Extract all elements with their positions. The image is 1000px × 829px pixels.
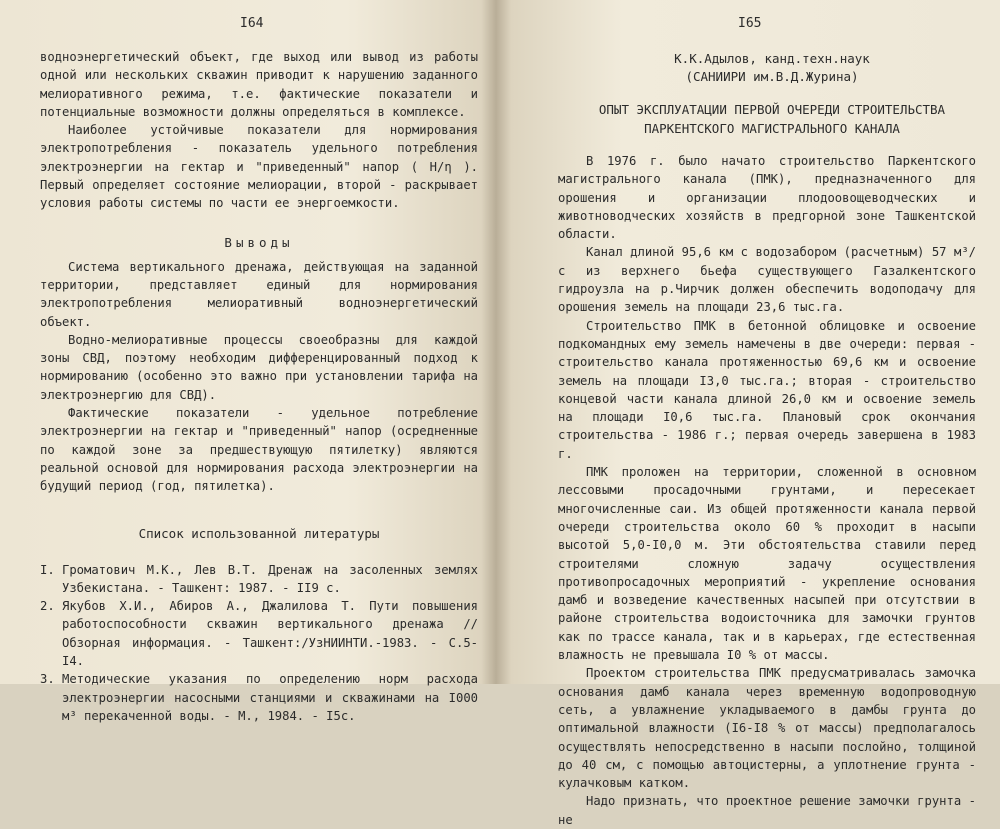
reference-text: Громатович М.К., Лев В.Т. Дренаж на засоленных землях Узбекистана. - Ташкент: 1987. - II9 с.	[62, 562, 478, 595]
reference-item	[40, 597, 478, 670]
paragraph: Строительство ПМК в бетонной облицовке и освоение подкомандных ему земель намечены в две очереди: первая - строительство канала протяженностью 69,6 км и освоение земель на площади I3,0 тыс.га.; вторая - строительство концевой части канала длиной 26,0 км и освоение земель на площади I0,6 тыс.га. Плановый срок окончания строительства - 1986 г.; первая очередь завершена в 1983 г.	[558, 318, 976, 461]
paragraph: Фактические показатели - удельное потребление электроэнергии на гектар и "приведенный" напор (осредненные по каждой зоне за предшествующую пятилетку) являются реальной основой для нормирования расхода электроэнергии на будущий период (год, пятилетка).	[40, 406, 478, 494]
references-heading: Список использованной литературы	[138, 525, 380, 541]
paragraph: Наиболее устойчивые показатели для нормирования электропотребления - показатель удельного потребления электроэнергии на гектар и "приведенный" напор ( H/η ). Первый определяет состояние мелиорации, второй - раскрывает условия работы системы по части ее энергоемкости.	[40, 123, 478, 211]
left-page	[0, 0, 496, 723]
reference-item	[40, 561, 478, 598]
paragraph: Надо признать, что проектное решение замочки грунта - не	[558, 794, 976, 827]
reference-item	[40, 670, 478, 725]
reference-number: I.	[40, 562, 55, 577]
paragraph: В 1976 г. было начато строительство Паркентского магистрального канала (ПМК), предназначенного для орошения и организации плодоовощеводческих и животноводческих хозяйств в предгорной зоне Ташкентской области.	[558, 154, 976, 242]
paragraph: ПМК проложен на территории, сложенной в основном лессовыми просадочными грунтами, и пересекает многочисленные саи. Из общей протяженности канала первой очереди строительства около 60 % проходит в насыпи высотой 5,0-I0,0 м. Эти обстоятельства ставили перед строителями сложную задачу осуществления противопросадочных мероприятий - укрепление основания дамб и возведение качественных насыпей при отсутствии в районе строительства водоисточника для замочки грунтов как по трассе канала, так и в карьерах, где естественная влажность не превышала I0 % от массы.	[558, 465, 976, 663]
reference-text: Методические указания по определению норм расхода электроэнергии насосными станциями и скважинами на I000 м³ перекаченной воды. - М., 1984. - I5с.	[62, 672, 478, 723]
right-page	[496, 0, 1000, 827]
title-line: ОПЫТ ЭКСПЛУАТАЦИИ ПЕРВОЙ ОЧЕРЕДИ СТРОИТЕЛЬСТВА	[598, 102, 946, 117]
paragraph: водноэнергетический объект, где выход или вывод из работы одной или нескольких скважин приводит к нарушению заданного мелиоративного режима, т.е. фактические показатели и потенциальные возможности должны определяться в комплексе.	[40, 50, 478, 119]
section-heading: Выводы	[224, 234, 294, 250]
page-number: I64	[240, 16, 264, 31]
paragraph: Проектом строительства ПМК предусматривалась замочка основания дамб канала через временную водопроводную сеть, а увлажнение укладываемого в дамбы грунта до оптимальной влажности (I6-I8 % от массы) предполагалось осуществлять непосредственно в насыпи послойно, толщиной до 40 см, с помощью автоцистерны, а уплотнение грунта - кулачковым катком.	[558, 666, 976, 791]
article-title	[568, 100, 976, 138]
paragraph: Канал длиной 95,6 км с водозабором (расчетным) 57 м³/с из верхнего бьефа существующего Газалкентского гидроузла на р.Чирчик должен обеспечить водоподачу для орошения земель на площади 23,6 тыс.га.	[558, 245, 976, 315]
reference-list	[40, 561, 478, 726]
paragraph: Система вертикального дренажа, действующая на заданной территории, представляет единый для нормирования электропотребления мелиоративный водноэнергетический объект.	[40, 259, 478, 329]
page-number: I65	[738, 16, 762, 31]
reference-number: 2.	[40, 599, 55, 614]
title-line: ПАРКЕНТСКОГО МАГИСТРАЛЬНОГО КАНАЛА	[644, 121, 900, 136]
paragraph: Водно-мелиоративные процессы своеобразны для каждой зоны СВД, поэтому необходим дифференцированный подход к нормированию (особенно это важно при установлении тарифа на электроэнергию для СВД).	[40, 332, 478, 402]
reference-text: Якубов Х.И., Абиров А., Джалилова Т. Пути повышения работоспособности скважин вертикального дренажа //Обзорная информация. - Ташкент:/УзНИИНТИ.-1983. - С.5-I4.	[62, 599, 478, 669]
reference-number: 3.	[40, 672, 55, 687]
author-affiliation: (САНИИРИ им.В.Д.Журина)	[685, 69, 859, 84]
author-name: К.К.Адылов, канд.техн.наук	[674, 51, 870, 66]
